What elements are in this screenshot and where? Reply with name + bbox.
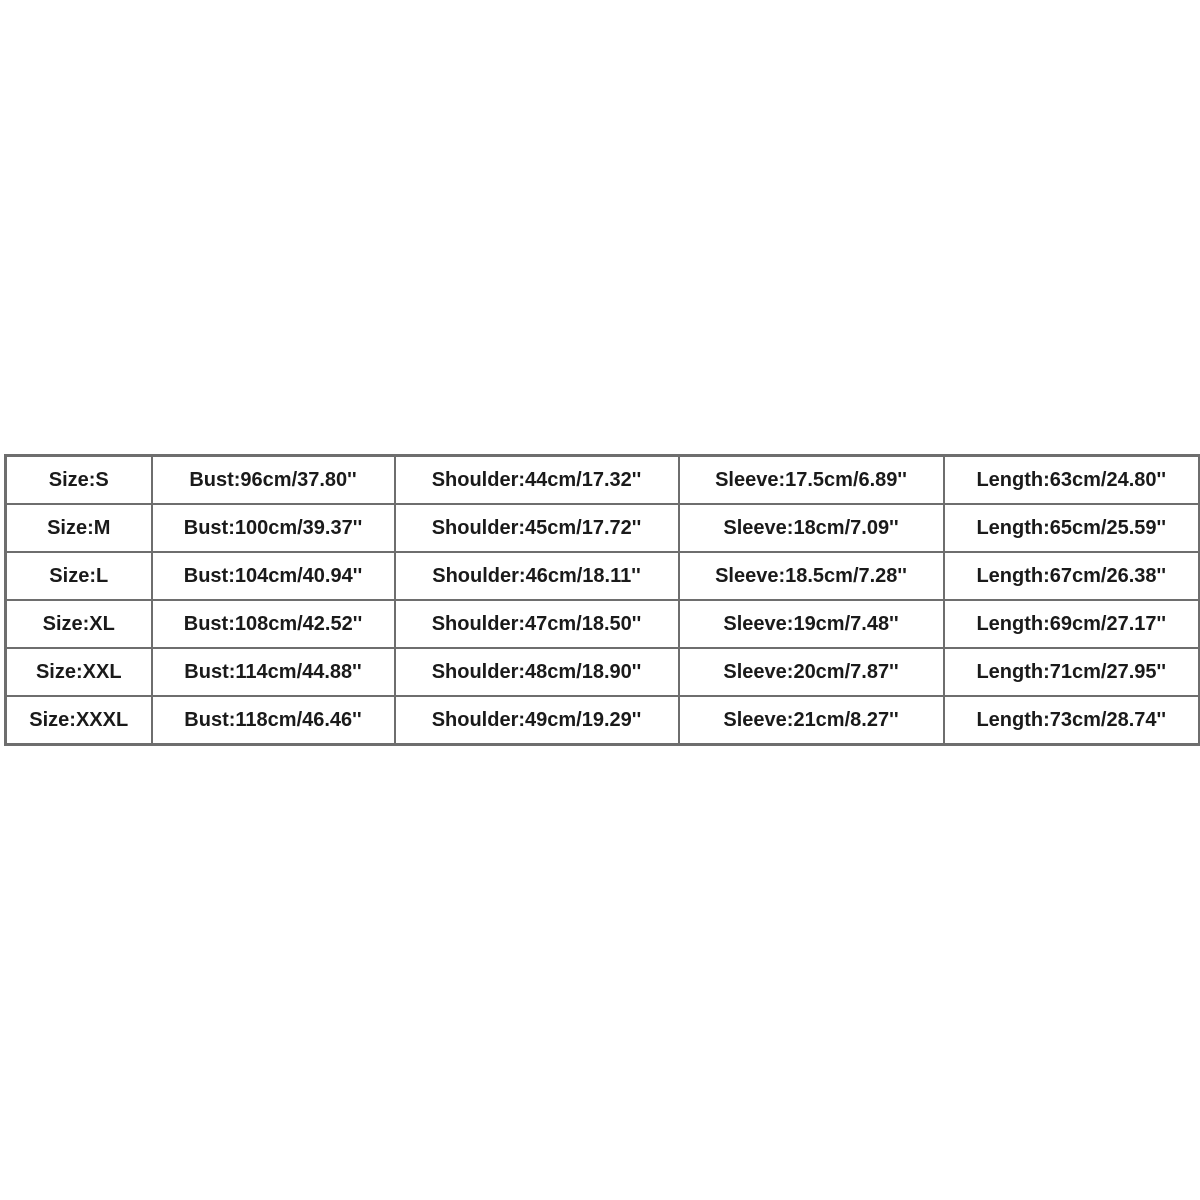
- shoulder-cell: Shoulder:46cm/18.11'': [395, 552, 679, 600]
- sleeve-cell: Sleeve:19cm/7.48'': [679, 600, 944, 648]
- size-cell: Size:M: [6, 504, 152, 552]
- size-chart-table: [4, 454, 1200, 746]
- shoulder-cell: Shoulder:44cm/17.32'': [395, 456, 679, 505]
- table-row: [6, 696, 1200, 745]
- table-row: [6, 456, 1200, 505]
- sleeve-cell: Sleeve:18cm/7.09'': [679, 504, 944, 552]
- sleeve-cell: Sleeve:18.5cm/7.28'': [679, 552, 944, 600]
- shoulder-cell: Shoulder:49cm/19.29'': [395, 696, 679, 745]
- bust-cell: Bust:108cm/42.52'': [152, 600, 395, 648]
- table-row: [6, 552, 1200, 600]
- length-cell: Length:67cm/26.38'': [944, 552, 1200, 600]
- size-cell: Size:XXXL: [6, 696, 152, 745]
- bust-cell: Bust:114cm/44.88'': [152, 648, 395, 696]
- size-cell: Size:S: [6, 456, 152, 505]
- table-row: [6, 600, 1200, 648]
- shoulder-cell: Shoulder:48cm/18.90'': [395, 648, 679, 696]
- sleeve-cell: Sleeve:20cm/7.87'': [679, 648, 944, 696]
- bust-cell: Bust:96cm/37.80'': [152, 456, 395, 505]
- size-cell: Size:L: [6, 552, 152, 600]
- shoulder-cell: Shoulder:47cm/18.50'': [395, 600, 679, 648]
- sleeve-cell: Sleeve:21cm/8.27'': [679, 696, 944, 745]
- shoulder-cell: Shoulder:45cm/17.72'': [395, 504, 679, 552]
- length-cell: Length:65cm/25.59'': [944, 504, 1200, 552]
- table-row: [6, 504, 1200, 552]
- length-cell: Length:73cm/28.74'': [944, 696, 1200, 745]
- length-cell: Length:63cm/24.80'': [944, 456, 1200, 505]
- size-cell: Size:XXL: [6, 648, 152, 696]
- length-cell: Length:69cm/27.17'': [944, 600, 1200, 648]
- table-row: [6, 648, 1200, 696]
- bust-cell: Bust:118cm/46.46'': [152, 696, 395, 745]
- bust-cell: Bust:100cm/39.37'': [152, 504, 395, 552]
- bust-cell: Bust:104cm/40.94'': [152, 552, 395, 600]
- sleeve-cell: Sleeve:17.5cm/6.89'': [679, 456, 944, 505]
- length-cell: Length:71cm/27.95'': [944, 648, 1200, 696]
- size-cell: Size:XL: [6, 600, 152, 648]
